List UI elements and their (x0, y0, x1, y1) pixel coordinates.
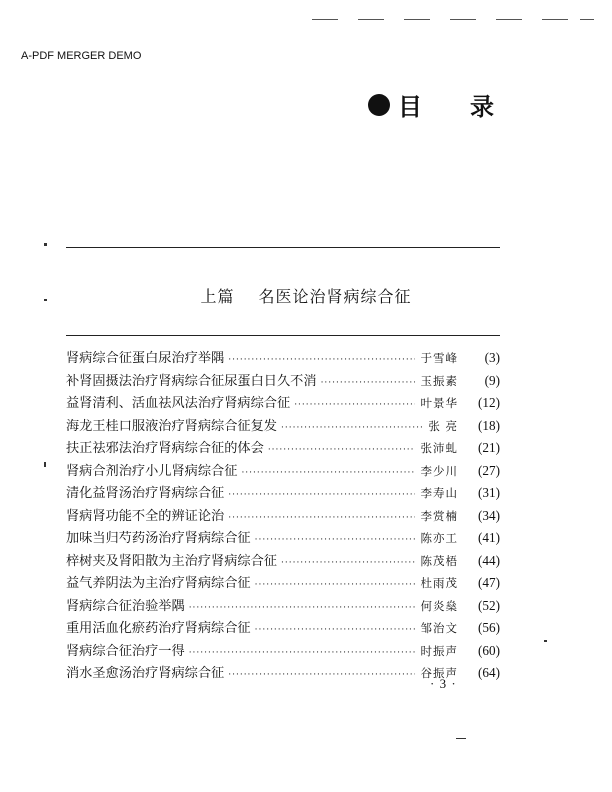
top-dash-6 (542, 19, 568, 20)
entry-page: (44) (478, 552, 500, 568)
entry-page: (9) (484, 372, 500, 388)
leader-dots (228, 490, 414, 500)
toc-entry[interactable] (66, 550, 500, 573)
toc-entry[interactable] (66, 370, 500, 393)
leader-dots (228, 355, 414, 365)
title-char-1: 目 (398, 92, 422, 121)
scan-speck (44, 243, 47, 246)
top-dash-2 (358, 19, 384, 20)
entry-title: 海龙王桂口服液治疗肾病综合征复发 (66, 418, 277, 434)
entry-author: 时振声 (420, 643, 458, 658)
toc-entry[interactable] (66, 392, 500, 415)
leader-dots (255, 625, 415, 635)
entry-page: (18) (478, 417, 500, 433)
top-dash-5 (496, 19, 522, 20)
entry-title: 清化益肾汤治疗肾病综合征 (66, 486, 225, 501)
entry-author: 邹治文 (420, 621, 458, 635)
page-title (368, 87, 494, 122)
top-dash-1 (312, 19, 338, 20)
leader-dots (268, 445, 415, 455)
entry-title: 肾病综合征蛋白尿治疗举隅 (66, 351, 225, 366)
entry-title: 肾病综合征治验举隅 (66, 598, 185, 614)
entry-page: (64) (478, 665, 500, 680)
entry-page: (27) (478, 462, 500, 478)
entry-author: 谷振声 (420, 666, 458, 680)
entry-page: (3) (484, 350, 500, 365)
entry-author: 杜雨茂 (420, 576, 458, 590)
toc-entry[interactable] (66, 640, 500, 663)
toc-entry[interactable] (66, 460, 500, 483)
entry-title: 梓树夹及肾阳散为主治疗肾病综合征 (66, 553, 277, 569)
bullet-icon (368, 94, 390, 116)
leader-dots (281, 558, 415, 568)
entry-page: (21) (478, 440, 500, 455)
section-title: 名医论治肾病综合征 (258, 287, 412, 306)
divider-top (66, 247, 500, 248)
toc-entry[interactable] (66, 572, 500, 595)
entry-author: 何炎燊 (420, 598, 458, 613)
toc-entry[interactable] (66, 482, 500, 505)
section-heading (0, 284, 612, 307)
toc-entry[interactable] (66, 527, 500, 550)
entry-title: 肾病综合征治疗一得 (66, 643, 185, 659)
toc-list (66, 347, 500, 685)
leader-dots (281, 423, 422, 433)
toc-entry[interactable] (66, 595, 500, 618)
divider-bottom (66, 335, 500, 336)
entry-author: 李赏楠 (420, 508, 458, 523)
entry-page: (60) (478, 642, 500, 658)
entry-page: (47) (478, 575, 500, 590)
scan-speck (456, 738, 466, 739)
watermark-text: A-PDF MERGER DEMO (21, 50, 142, 62)
toc-entry[interactable] (66, 347, 500, 370)
toc-entry[interactable] (66, 437, 500, 460)
top-dash-4 (450, 19, 476, 20)
leader-dots (294, 400, 414, 410)
entry-title: 补肾固摄法治疗肾病综合征尿蛋白日久不消 (66, 373, 317, 389)
title-char-2: 录 (470, 92, 494, 121)
entry-page: (34) (478, 507, 500, 523)
entry-page: (56) (478, 620, 500, 635)
entry-author: 李寿山 (420, 486, 458, 500)
entry-title: 加味当归芍药汤治疗肾病综合征 (66, 531, 251, 546)
entry-author: 李少川 (420, 463, 458, 478)
toc-entry[interactable] (66, 415, 500, 438)
entry-title: 肾病合剂治疗小儿肾病综合征 (66, 463, 238, 479)
entry-author: 玉振素 (420, 373, 458, 388)
entry-title: 消水圣愈汤治疗肾病综合征 (66, 666, 225, 681)
leader-dots (255, 535, 415, 545)
entry-title: 扶正祛邪法治疗肾病综合征的体会 (66, 441, 264, 456)
entry-author: 于雪峰 (420, 351, 458, 365)
entry-title: 肾病肾功能不全的辨证论治 (66, 508, 225, 524)
entry-page: (52) (478, 597, 500, 613)
entry-page: (31) (478, 485, 500, 500)
leader-dots (241, 468, 414, 478)
leader-dots (189, 648, 415, 658)
entry-title: 益肾清利、活血祛风法治疗肾病综合征 (66, 396, 291, 411)
page-number: · 3 · (430, 676, 457, 691)
toc-entry[interactable] (66, 505, 500, 528)
entry-title: 重用活血化瘀药治疗肾病综合征 (66, 621, 251, 636)
leader-dots (189, 603, 415, 613)
top-dash-7 (580, 19, 594, 20)
entry-author: 陈茂梧 (420, 553, 458, 568)
entry-page: (12) (478, 395, 500, 410)
entry-author: 叶景华 (420, 396, 458, 410)
section-label: 上篇 (200, 287, 235, 306)
scan-speck (44, 462, 46, 467)
leader-dots (228, 670, 414, 680)
scan-speck (544, 640, 547, 642)
leader-dots (321, 378, 415, 388)
entry-author: 陈亦工 (420, 531, 458, 545)
entry-author: 张 亮 (428, 418, 458, 433)
entry-author: 张沛虬 (420, 441, 458, 455)
leader-dots (228, 513, 414, 523)
entry-page: (41) (478, 530, 500, 545)
top-dash-3 (404, 19, 430, 20)
toc-entry[interactable] (66, 617, 500, 640)
entry-title: 益气养阴法为主治疗肾病综合征 (66, 576, 251, 591)
leader-dots (255, 580, 415, 590)
